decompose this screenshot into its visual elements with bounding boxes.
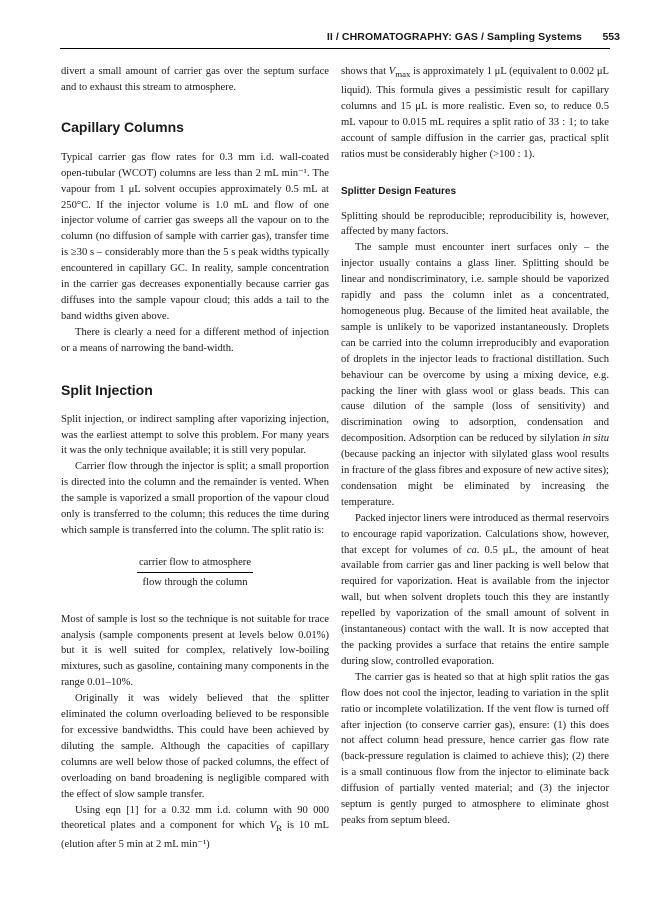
fraction-denominator: flow through the column <box>142 576 248 588</box>
paragraph: There is clearly a need for a different method of injection or a means of narrowing the band-width. <box>61 326 329 354</box>
subscript: max <box>395 69 411 80</box>
paragraph: Originally it was widely believed that the splitter eliminated the column overloading believed to be responsible for excessive bandwidths. This could have been achieved by diluting the sample. Although the capacities of capillary columns are well below those of packed columns, the effect of overloading on band broadening is negligible compared with the effect of slow sample transfer. <box>61 693 329 800</box>
right-column <box>341 64 609 829</box>
text-run: (because packing an injector with silylated glass wool results in fracture of the glass fibres and exposure of new active sites); condensation might be eliminated by increasing the temperature. <box>341 449 609 508</box>
split-ratio-equation <box>61 555 329 591</box>
text-run: Packed injector liners were introduced as thermal reservoirs to encourage rapid vaporization. Calculations show, however, that except for volumes of <box>341 512 609 556</box>
paragraph: Most of sample is lost so the technique is not suitable for trace analysis (sample components present at levels below 0.01%) but it is well suited for complex, relatively low-boiling mixtures, such as gasoline, containing many components in the range 0.01–10%. <box>61 613 329 689</box>
text-run: 0.5 μL, the amount of heat available from carrier gas and liner packing is well below that required for vaporization. Heat is available from the injector wall, but when solvent droplets touch this they are instantly repelled by vaporization of the small amount of solvent in (instantaneous) contact with the wall. It is now accepted that the packing provides a surface that retains the entire sample during slow, controlled evaporation. <box>341 544 609 667</box>
paragraph <box>341 240 609 510</box>
variable: V <box>388 66 396 77</box>
paragraph <box>341 511 609 670</box>
subsection-heading-splitter-design: Splitter Design Features <box>341 185 457 197</box>
text-run: shows that <box>341 66 389 77</box>
section-heading-split-injection: Split Injection <box>61 381 153 398</box>
paragraph: Splitting should be reproducible; reproducibility is, however, affected by many factors. <box>341 210 609 238</box>
paragraph: Split injection, or indirect sampling after vaporizing injection, was the earliest attempt to solve this problem. For many years it was the only technique available; it is still very popular. <box>61 413 329 457</box>
running-header <box>0 0 668 48</box>
header-rule <box>60 48 610 49</box>
fraction-numerator: carrier flow to atmosphere <box>137 555 253 573</box>
italic-term: ca. <box>466 544 480 556</box>
paragraph <box>61 803 329 854</box>
paragraph: The carrier gas is heated so that at high split ratios the gas flow does not cool the injector, leading to variation in the split ratio or incomplete volatilization. If the vent flow is turned off after injection (to conserve carrier gas), ensure: (1) this does not affect column head pressure, hence carrier gas flow rate (back-pressure regulation is claimed to achieve this); (2) there is a small continuous flow from the injector to eliminate back diffusion of partially vented material; and (3) the injector septum is gently purged to atmosphere to eliminate ghost peaks from septum bleed. <box>341 671 609 826</box>
variable: V <box>269 820 277 832</box>
paragraph <box>341 64 609 163</box>
paragraph: divert a small amount of carrier gas over the septum surface and to exhaust this stream to atmosphere. <box>61 66 329 93</box>
paragraph: Carrier flow through the injector is split; a small proportion is directed into the column and the remainder is vented. When the sample is vaporized a small proportion of the vapour cloud only is transferred to the column; this reduces the time during which sample is transferred into the column. The split ratio is: <box>61 461 329 536</box>
text-run: is 10 mL (elution after 5 min at 2 mL min⁻¹) <box>61 820 329 851</box>
text-run: Using eqn [1] for a 0.32 mm i.d. column with 90 000 theoretical plates and a component for which <box>61 804 329 832</box>
page-number: 553 <box>602 31 620 43</box>
header-title: II / CHROMATOGRAPHY: GAS / Sampling Systems <box>326 31 582 43</box>
text-run: is approximately 1 μL (equivalent to 0.002 μL liquid). This formula gives a pessimistic result for capillary columns and 15 μL is more realistic. Even so, to reduce 0.5 mL vapour to 0.015 mL requires a split ratio of 33 : 1; to take account of sample diffusion in the carrier gas, practical split ratios must be considerably higher (>100 : 1). <box>341 66 610 160</box>
left-column <box>61 64 329 853</box>
section-heading-capillary-columns: Capillary Columns <box>61 118 184 135</box>
italic-term: in situ <box>582 433 609 445</box>
text-run: The sample must encounter inert surfaces only – the injector usually contains a glass liner. Splitting should be linear and nondiscriminatory, i.e. sample should be vaporized rapidly and pass the column inlet as a concentrated, homogeneous plug. Because of the limited heat available, the sample is unlikely to be vaporized instantaneously. Droplets can be carried into the column irreproducibly and evaporation of droplets in the injector leads to fractional distillation. Such behaviour can be overcome by using a mixing device, e.g. packing the liner with glass wool or glass beads. This can cause dilution of the sample (loss of sensitivity) and discrimination owing to adsorption, condensation and decomposition. Adsorption can be reduced by silylation <box>341 242 609 445</box>
paragraph: Typical carrier gas flow rates for 0.3 mm i.d. wall-coated open-tubular (WCOT) columns are less than 2 mL min⁻¹. The vapour from 1 μL solvent occupies approximately 0.5 mL at 250°C. If the injector volume is 1.0 mL and flow of one injector volume of carrier gas sweeps all the vapour on to the column (no diffusion of sample with carrier gas), transfer time is ≥30 s – considerably more than the 5 s peak widths typically encountered in capillary GC. In reality, sample concentration in the carrier gas decreases exponentially because carrier gas diffuses into the sample vapour cloud; this adds a tail to the band widths given above. <box>61 151 329 322</box>
subscript: R <box>276 823 283 834</box>
